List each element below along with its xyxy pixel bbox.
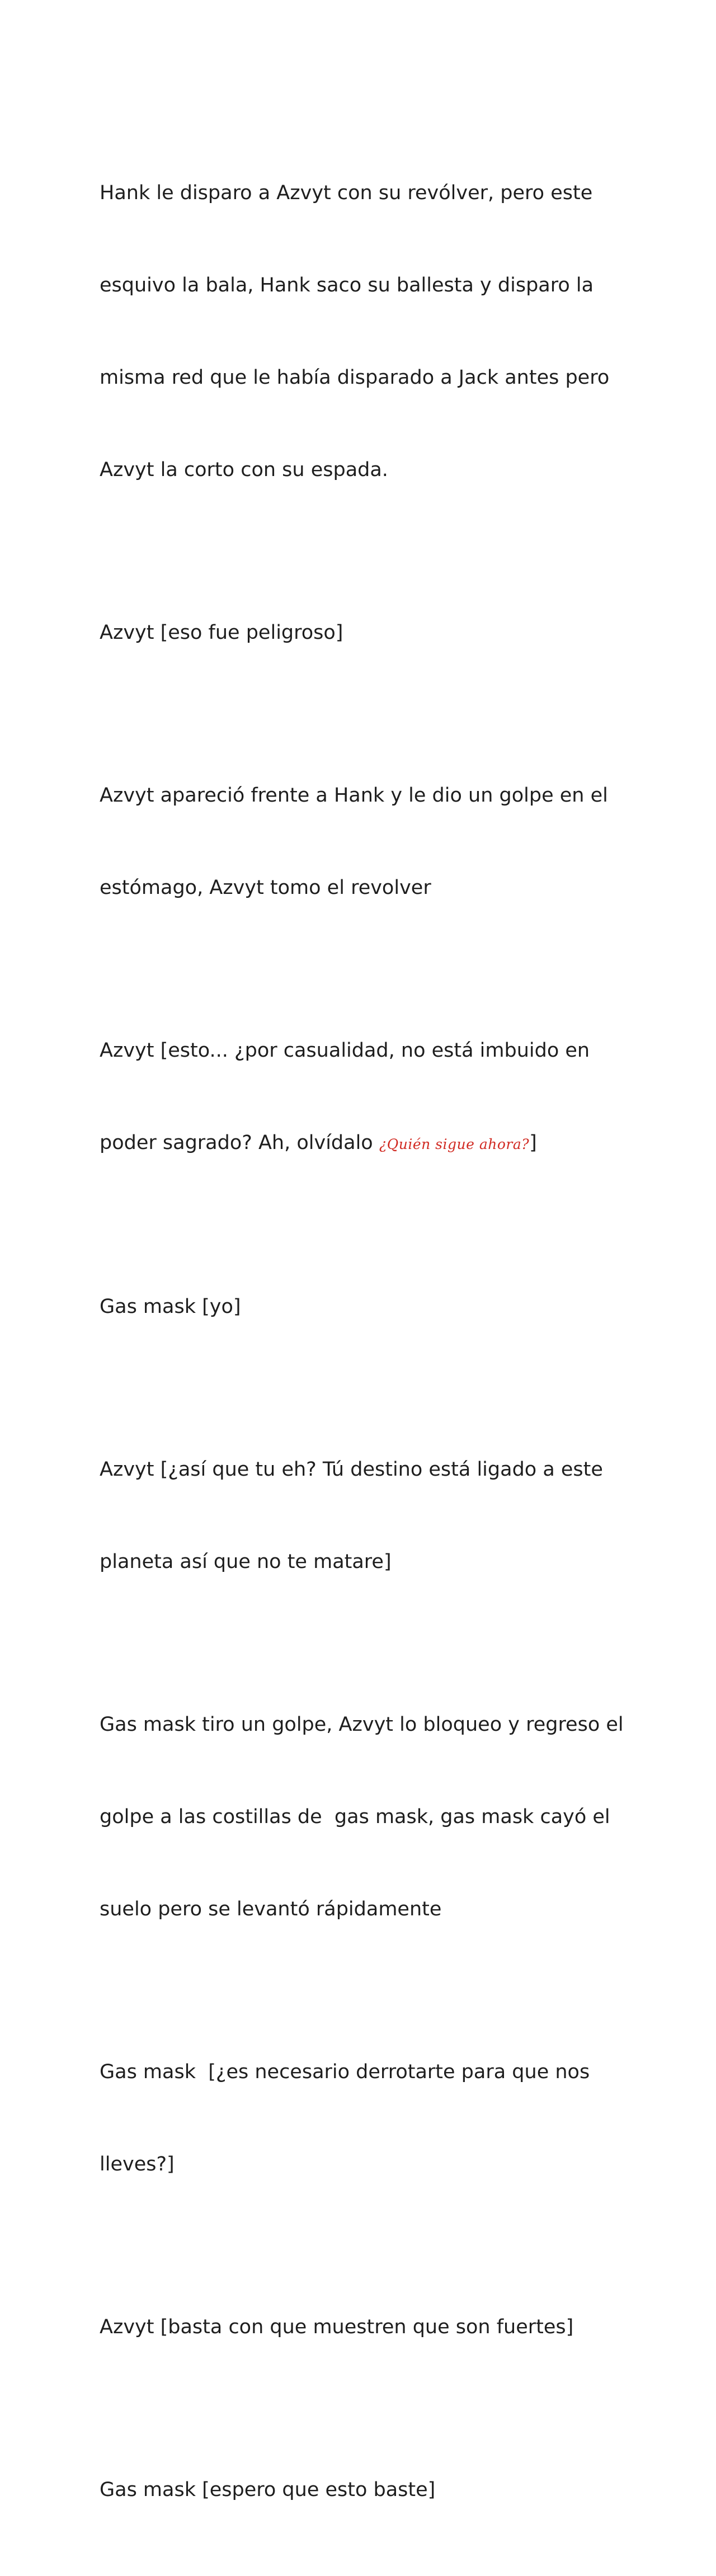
text-line: suelo pero se levantó rápidamente bbox=[100, 1898, 442, 1920]
text-line-with-note bbox=[100, 1128, 614, 1160]
text-line: Azvyt [basta con que muestren que son fuertes] bbox=[100, 2316, 574, 2338]
paragraph-7 bbox=[100, 1648, 624, 1986]
text-line: Azvyt la corto con su espada. bbox=[100, 459, 388, 481]
text-line: golpe a las costillas de gas mask, gas mask cayó el bbox=[100, 1806, 610, 1828]
paragraph-1 bbox=[100, 116, 614, 547]
paragraph-10 bbox=[100, 2413, 614, 2567]
text-line: Azvyt [eso fue peligroso] bbox=[100, 621, 343, 644]
text-line: Azvyt [esto... ¿por casualidad, no está imbuido en bbox=[100, 1039, 590, 1062]
text-line: Gas mask [¿es necesario derrotarte para que nos bbox=[100, 2061, 590, 2083]
text-segment: poder sagrado? Ah, olvídalo bbox=[100, 1132, 379, 1154]
paragraph-6 bbox=[100, 1393, 614, 1639]
paragraph-5 bbox=[100, 1230, 614, 1384]
text-line: Azvyt [¿así que tu eh? Tú destino está ligado a este bbox=[100, 1458, 603, 1481]
paragraph-8 bbox=[100, 1995, 614, 2241]
text-line: Gas mask [yo] bbox=[100, 1296, 241, 1318]
text-line: planeta así que no te matare] bbox=[100, 1551, 392, 1573]
document-body bbox=[100, 116, 624, 2576]
text-line: Gas mask tiro un golpe, Azvyt lo bloqueo y regreso el bbox=[100, 1713, 624, 1736]
text-line: misma red que le había disparado a Jack antes pero bbox=[100, 366, 610, 389]
red-handwritten-note: ¿Quién sigue ahora? bbox=[379, 1136, 530, 1152]
text-line: esquivo la bala, Hank saco su ballesta y disparo la bbox=[100, 274, 594, 296]
text-segment: ] bbox=[529, 1132, 537, 1154]
text-line: lleves?] bbox=[100, 2153, 175, 2175]
paragraph-3 bbox=[100, 719, 614, 965]
text-line: Gas mask [espero que esto baste] bbox=[100, 2479, 436, 2501]
paragraph-4 bbox=[100, 974, 614, 1221]
text-line: Hank le disparo a Azvyt con su revólver, pero este bbox=[100, 182, 593, 204]
text-line: estómago, Azvyt tomo el revolver bbox=[100, 877, 431, 899]
paragraph-9 bbox=[100, 2250, 614, 2404]
text-line: Azvyt apareció frente a Hank y le dio un golpe en el bbox=[100, 784, 608, 807]
paragraph-2 bbox=[100, 556, 614, 710]
